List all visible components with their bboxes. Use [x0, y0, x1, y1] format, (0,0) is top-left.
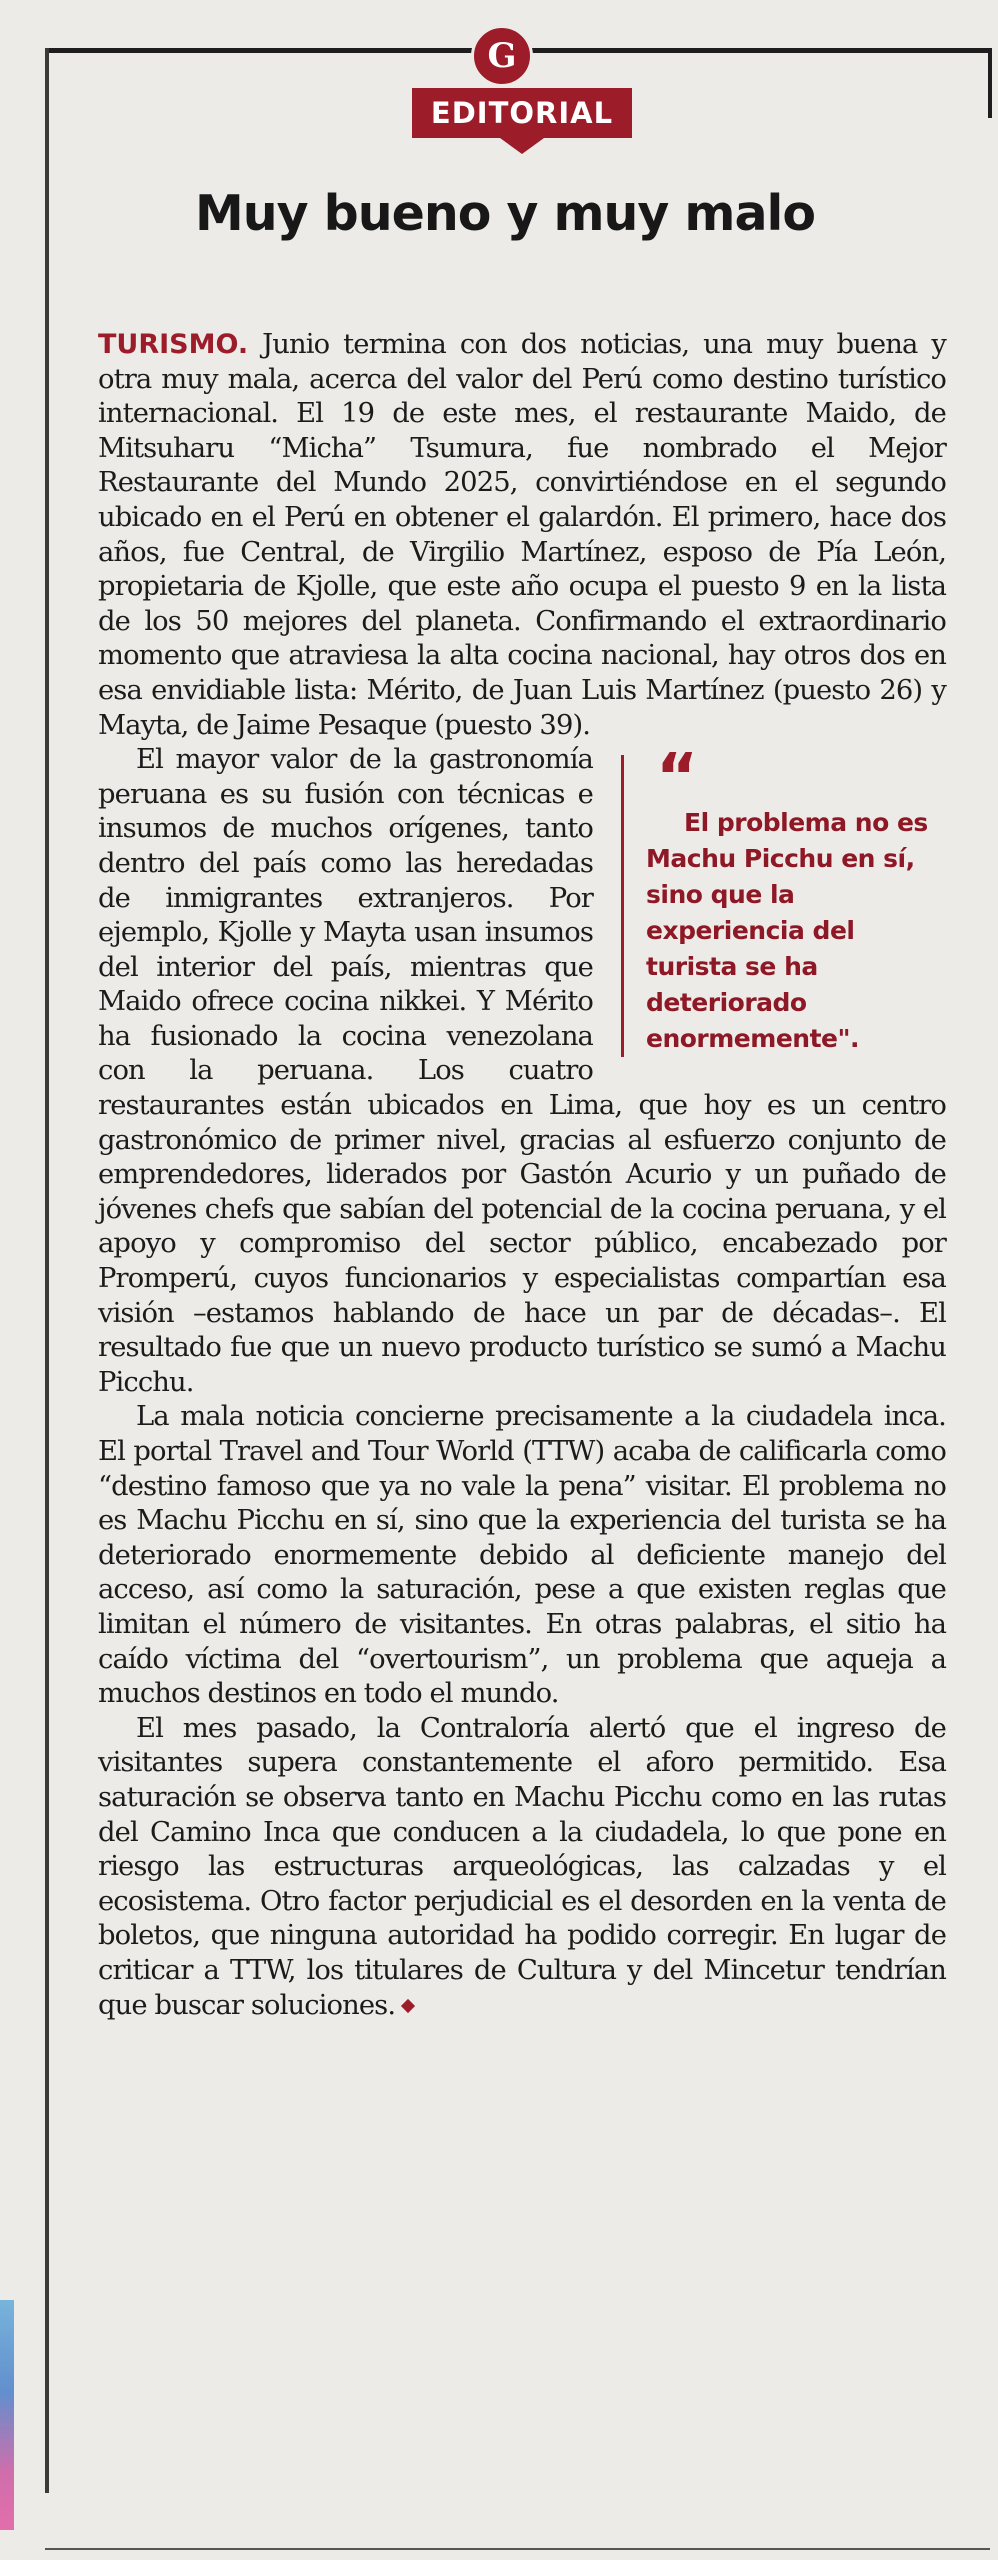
left-column-rule	[45, 48, 49, 2493]
paragraph-3: La mala noticia concierne precisamente a la ciudadela inca. El portal Travel and Tour World (TTW) acaba de calificarla como “destino famoso que ya no vale la pena” visitar. El problema no es Machu Picchu en sí, sino que la experiencia del turista se ha deteriorado enormemente debido al deficiente manejo del acceso, así como la saturación, pese a que existen reglas que limitan el número de visitantes. En otras palabras, el sitio ha caído víctima del “overtourism”, un problema que aqueja a muchos destinos en todo el mundo.	[98, 1401, 946, 1710]
quote-mark-icon: “	[656, 741, 698, 816]
pull-quote-text: El problema no es Machu Picchu en sí, sino que la experiencia del turista se ha deteriorado enormemente".	[646, 808, 928, 1054]
article-body	[98, 328, 946, 2023]
paragraph-2-text: El mayor valor de la gastronomía peruana es su fusión con técnicas e insumos de muchos orígenes, tanto dentro del país como las heredadas de inmigrantes extranjeros. Por ejemplo, Kjolle y Mayta usan insumos del interior del país, mientras que Maido ofrece cocina nikkei. Y Mérito ha fusionado la cocina venezolana con la peruana. Los cuatro restaurantes están ubicados en Lima, que hoy es un centro gastronómico de primer nivel, gracias al esfuerzo conjunto de emprendedores, liderados por Gastón Acurio y un puñado de jóvenes chefs que sabían del potencial de la cocina peruana, y el apoyo y compromiso del sector público, encabezado por Promperú, cuyos funcionarios y especialistas compartían esa visión –estamos hablando de hace un par de décadas–. El resultado fue que un nuevo producto turístico se sumó a Machu Picchu.	[98, 744, 946, 1398]
paragraph-4-text: El mes pasado, la Contraloría alertó que el ingreso de visitantes supera constantemente el aforo permitido. Esa saturación se observa tanto en Machu Picchu como en las rutas del Camino Inca que conducen a la ciudadela, lo que pone en riesgo las estructuras arqueológicas, las calzadas y el ecosistema. Otro factor perjudicial es el desorden en la venta de boletos, que ninguna autoridad ha podido corregir. En lugar de criticar a TTW, los titulares de Cultura y del Mincetur tendrían que buscar soluciones.	[98, 1712, 946, 2021]
end-diamond-icon	[401, 1999, 415, 2013]
paragraph-1	[98, 328, 946, 743]
edge-decoration	[0, 2300, 14, 2530]
section-logo-badge: G	[471, 25, 533, 87]
bottom-rule	[45, 2548, 990, 2550]
paragraph-4	[98, 1712, 946, 2023]
pull-quote	[621, 741, 946, 1057]
paragraph-1-text: Junio termina con dos noticias, una muy buena y otra muy mala, acerca del valor del Perú como destino turístico internacional. El 19 de este mes, el restaurante Maido, de Mitsuharu “Micha” Tsumura, fue nombrado el Mejor Restaurante del Mundo 2025, convirtiéndose en el segundo ubicado en el Perú en obtener el galardón. El primero, hace dos años, fue Central, de Virgilio Martínez, esposo de Pía León, propietaria de Kjolle, que este año ocupa el puesto 9 en la lista de los 50 mejores del planeta. Confirmando el extraordinario momento que atraviesa la alta cocina nacional, hay otros dos en esa envidiable lista: Mérito, de Juan Luis Martínez (puesto 26) y Mayta, de Jaime Pesaque (puesto 39).	[98, 329, 946, 741]
paragraph-2	[98, 743, 946, 1400]
section-label: EDITORIAL	[412, 88, 632, 138]
section-label-pointer	[500, 138, 544, 154]
kicker: TURISMO.	[98, 329, 249, 360]
headline: Muy bueno y muy malo	[195, 185, 815, 242]
top-rule-corner	[988, 48, 992, 118]
